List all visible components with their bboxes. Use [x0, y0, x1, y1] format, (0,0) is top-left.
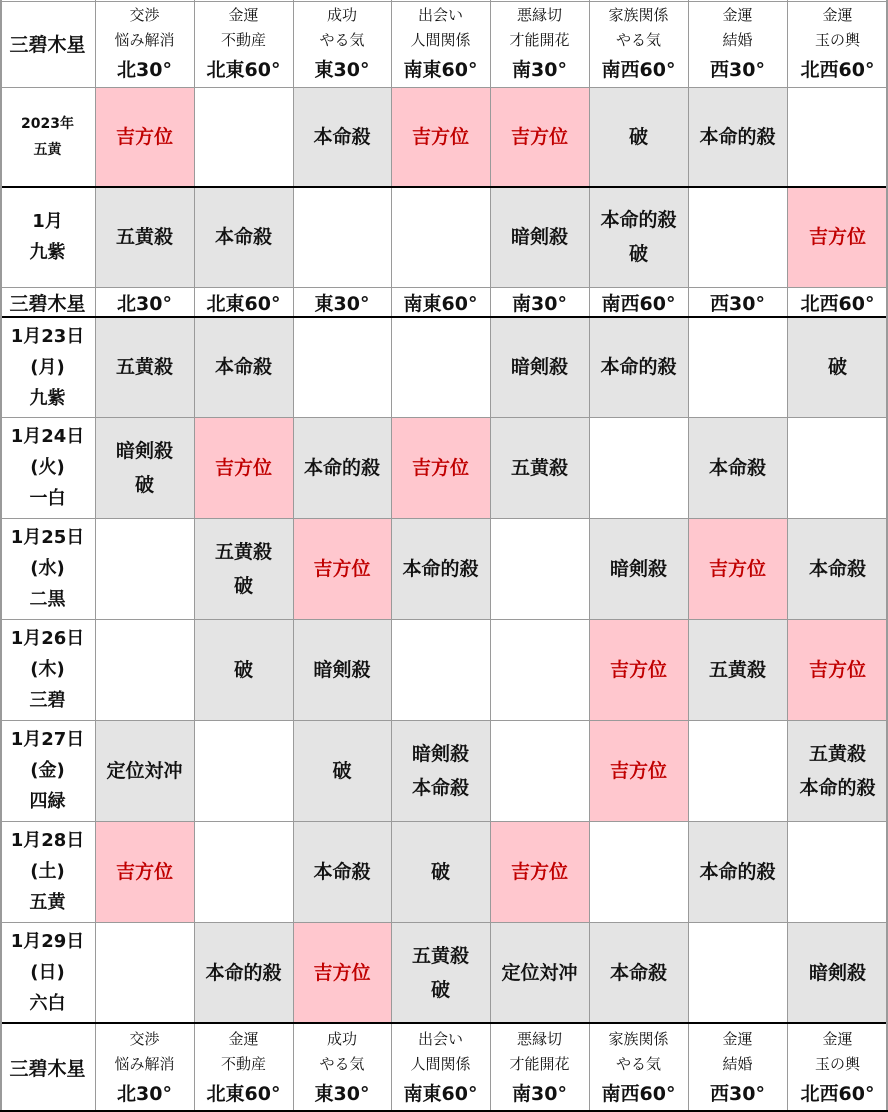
direction-angle: 南東60°: [403, 1082, 478, 1105]
direction-theme: 不動産: [220, 30, 266, 49]
date-label: [0, 922, 95, 1023]
direction-theme: やる気: [319, 30, 365, 49]
row-label-line: 1月24日: [10, 426, 85, 447]
direction-status-cell: [589, 87, 688, 187]
unlucky-direction-text: 本命殺: [708, 456, 766, 479]
direction-status-cell: [194, 922, 293, 1023]
direction-status-cell: [589, 417, 688, 518]
unlucky-direction-text: 本命的殺: [205, 961, 282, 984]
direction-theme: 玉の輿: [814, 30, 860, 49]
grid-line: [0, 316, 888, 318]
grid-line: [0, 87, 888, 88]
direction-header-top: [194, 0, 293, 87]
direction-status-cell: [688, 922, 787, 1023]
direction-status-cell: [391, 417, 490, 518]
direction-status-cell: [589, 821, 688, 922]
star-name-bottom: [0, 1023, 95, 1112]
unlucky-direction-text: 暗剣殺: [510, 356, 568, 378]
grid-line: [0, 186, 888, 188]
direction-strip-cell: [589, 287, 688, 317]
direction-header-bottom: [293, 1023, 391, 1112]
direction-status-cell: [391, 87, 490, 187]
direction-status-cell: [589, 720, 688, 821]
direction-theme: やる気: [615, 1054, 661, 1073]
unlucky-direction-text: 本命殺: [313, 126, 371, 148]
unlucky-direction-text: 五黄殺: [808, 742, 866, 765]
unlucky-direction-text: 五黄殺: [115, 226, 173, 248]
star-name-top: [0, 0, 95, 87]
direction-status-cell: [194, 619, 293, 720]
direction-angle: 西30°: [710, 1082, 765, 1105]
direction-status-cell: [688, 518, 787, 619]
lucky-direction-text: 吉方位: [115, 860, 173, 883]
grid-line: [490, 0, 491, 1112]
row-label-line: 五黄: [29, 892, 66, 913]
direction-strip-cell: [787, 287, 888, 317]
direction-theme: 家族関係: [608, 5, 669, 24]
unlucky-direction-text: 暗剣殺: [510, 226, 568, 248]
direction-theme: 家族関係: [608, 1029, 669, 1048]
direction-status-cell: [293, 187, 391, 287]
row-label-line: 六白: [29, 993, 66, 1014]
direction-angle: 北西60°: [800, 1082, 875, 1105]
unlucky-direction-text: 暗剣殺: [411, 742, 469, 765]
unlucky-direction-text: 定位対冲: [501, 961, 578, 984]
grid-line: [787, 0, 788, 1112]
direction-status-cell: [688, 619, 787, 720]
direction-status-cell: [787, 922, 888, 1023]
direction-angle: 南30°: [512, 1082, 567, 1105]
row-label-line: (木): [30, 659, 65, 680]
direction-theme: 人間関係: [410, 1054, 471, 1073]
direction-theme: 玉の輿: [814, 1054, 860, 1073]
row-label-line: 九紫: [29, 242, 66, 263]
direction-angle: 南西60°: [601, 58, 676, 81]
unlucky-direction-text: 破: [430, 860, 450, 883]
lucky-direction-text: 吉方位: [609, 658, 667, 681]
direction-status-cell: [688, 87, 787, 187]
row-label-line: 二黒: [29, 589, 66, 610]
row-label-line: (火): [30, 457, 65, 478]
direction-status-cell: [95, 87, 194, 187]
direction-status-cell: [787, 821, 888, 922]
direction-status-cell: [787, 417, 888, 518]
direction-theme: 成功: [326, 5, 357, 24]
lucky-direction-text: 吉方位: [609, 759, 667, 782]
direction-theme: 金運: [228, 5, 259, 24]
direction-status-cell: [95, 187, 194, 287]
direction-strip-cell: [95, 287, 194, 317]
grid-line: [0, 1, 888, 2]
direction-theme: 結婚: [722, 1054, 753, 1073]
date-label: [0, 720, 95, 821]
star-name-strip: [0, 287, 95, 317]
unlucky-direction-text: 暗剣殺: [115, 439, 173, 462]
direction-status-cell: [293, 619, 391, 720]
direction-status-cell: [293, 821, 391, 922]
unlucky-direction-text: 本命的殺: [600, 209, 677, 231]
star-name-label: 三碧木星: [9, 1058, 86, 1080]
direction-status-cell: [391, 922, 490, 1023]
direction-header-bottom: [688, 1023, 787, 1112]
lucky-direction-text: 吉方位: [313, 557, 371, 580]
direction-theme: 金運: [228, 1029, 259, 1048]
direction-theme: 才能開花: [509, 30, 570, 49]
unlucky-direction-text: 定位対冲: [106, 759, 183, 782]
direction-angle: 南東60°: [403, 292, 478, 315]
direction-angle: 南西60°: [601, 292, 676, 315]
direction-status-cell: [787, 87, 888, 187]
direction-theme: 人間関係: [410, 30, 471, 49]
direction-header-top: [490, 0, 589, 87]
unlucky-direction-text: 五黄殺: [510, 456, 568, 479]
direction-header-top: [293, 0, 391, 87]
direction-status-cell: [95, 619, 194, 720]
direction-theme: やる気: [319, 1054, 365, 1073]
direction-angle: 北30°: [117, 292, 172, 315]
star-name-label: 三碧木星: [9, 34, 86, 56]
lucky-direction-text: 吉方位: [808, 658, 866, 681]
direction-theme: 成功: [326, 1029, 357, 1048]
lucky-direction-text: 吉方位: [115, 126, 173, 148]
unlucky-direction-text: 暗剣殺: [808, 961, 866, 984]
unlucky-direction-text: 破: [134, 473, 154, 496]
direction-strip-cell: [490, 287, 589, 317]
direction-angle: 北30°: [117, 1082, 172, 1105]
direction-angle: 北東60°: [206, 58, 281, 81]
direction-status-cell: [688, 821, 787, 922]
unlucky-direction-text: 本命殺: [411, 776, 469, 799]
direction-header-bottom: [391, 1023, 490, 1112]
star-name-label: 三碧木星: [9, 292, 86, 315]
unlucky-direction-text: 破: [233, 658, 253, 681]
direction-angle: 南30°: [512, 292, 567, 315]
unlucky-direction-text: 五黄殺: [708, 658, 766, 681]
lucky-direction-text: 吉方位: [313, 961, 371, 984]
lucky-direction-text: 吉方位: [708, 557, 766, 580]
unlucky-direction-text: 破: [827, 356, 847, 378]
row-label-line: 1月29日: [10, 931, 85, 952]
grid-line: [0, 1022, 888, 1024]
grid-line: [0, 922, 888, 923]
direction-theme: 才能開花: [509, 1054, 570, 1073]
direction-header-bottom: [490, 1023, 589, 1112]
direction-strip-cell: [391, 287, 490, 317]
direction-header-top: [391, 0, 490, 87]
row-label-line: 一白: [29, 488, 66, 509]
direction-theme: 金運: [722, 5, 753, 24]
direction-angle: 西30°: [710, 292, 765, 315]
direction-status-cell: [787, 317, 888, 417]
direction-status-cell: [490, 619, 589, 720]
date-label: [0, 518, 95, 619]
lucky-direction-text: 吉方位: [808, 226, 866, 248]
row-label-line: (日): [30, 962, 65, 983]
direction-angle: 北西60°: [800, 292, 875, 315]
grid-line: [293, 0, 294, 1112]
unlucky-direction-text: 五黄殺: [115, 356, 173, 378]
month-label: [0, 187, 95, 287]
direction-header-bottom: [787, 1023, 888, 1112]
direction-angle: 南西60°: [601, 1082, 676, 1105]
grid-line: [589, 0, 590, 1112]
direction-angle: 東30°: [314, 58, 370, 81]
unlucky-direction-text: 五黄殺: [214, 540, 272, 563]
direction-status-cell: [391, 720, 490, 821]
direction-status-cell: [391, 619, 490, 720]
direction-status-cell: [787, 720, 888, 821]
direction-header-bottom: [194, 1023, 293, 1112]
unlucky-direction-text: 本命殺: [313, 860, 371, 883]
unlucky-direction-text: 本命的殺: [600, 356, 677, 378]
direction-status-cell: [95, 317, 194, 417]
direction-status-cell: [194, 187, 293, 287]
direction-status-cell: [194, 720, 293, 821]
direction-theme: 結婚: [722, 30, 753, 49]
direction-status-cell: [787, 518, 888, 619]
lucky-direction-text: 吉方位: [510, 126, 568, 148]
grid-line: [0, 821, 888, 822]
direction-theme: 金運: [822, 5, 853, 24]
row-label-line: 九紫: [29, 387, 66, 409]
direction-header-top: [589, 0, 688, 87]
direction-status-cell: [787, 619, 888, 720]
grid-line: [391, 0, 392, 1112]
direction-status-cell: [95, 720, 194, 821]
row-label-line: (月): [30, 356, 65, 378]
year-label: [0, 87, 95, 187]
date-label: [0, 619, 95, 720]
direction-status-cell: [391, 317, 490, 417]
direction-status-cell: [589, 317, 688, 417]
unlucky-direction-text: 暗剣殺: [609, 557, 667, 580]
direction-status-cell: [589, 619, 688, 720]
direction-theme: 悩み解消: [114, 30, 175, 49]
unlucky-direction-text: 本命的殺: [402, 557, 479, 580]
direction-status-cell: [490, 317, 589, 417]
direction-status-cell: [95, 417, 194, 518]
unlucky-direction-text: 破: [332, 759, 352, 782]
unlucky-direction-text: 破: [628, 126, 648, 148]
unlucky-direction-text: 本命殺: [808, 557, 866, 580]
grid-line: [688, 0, 689, 1112]
direction-strip-cell: [293, 287, 391, 317]
direction-status-cell: [391, 821, 490, 922]
unlucky-direction-text: 五黄殺: [411, 944, 469, 967]
direction-status-cell: [688, 187, 787, 287]
direction-angle: 東30°: [314, 1082, 370, 1105]
direction-status-cell: [194, 821, 293, 922]
grid-line: [0, 518, 888, 519]
row-label-line: 1月: [32, 211, 63, 232]
lucky-direction-text: 吉方位: [411, 456, 469, 479]
direction-theme: 金運: [822, 1029, 853, 1048]
direction-status-cell: [293, 317, 391, 417]
direction-strip-cell: [688, 287, 787, 317]
direction-status-cell: [293, 417, 391, 518]
direction-angle: 北西60°: [800, 58, 875, 81]
direction-header-bottom: [95, 1023, 194, 1112]
direction-status-cell: [194, 87, 293, 187]
direction-angle: 西30°: [710, 58, 765, 81]
direction-angle: 北東60°: [206, 1082, 281, 1105]
direction-status-cell: [95, 821, 194, 922]
unlucky-direction-text: 本命的殺: [699, 860, 776, 883]
direction-theme: 出会い: [417, 1029, 463, 1048]
direction-status-cell: [490, 720, 589, 821]
date-label: [0, 821, 95, 922]
grid-line: [95, 0, 96, 1112]
unlucky-direction-text: 暗剣殺: [313, 658, 371, 681]
direction-theme: 交渉: [129, 1029, 160, 1048]
direction-theme: やる気: [615, 30, 661, 49]
lucky-direction-text: 吉方位: [411, 126, 469, 148]
grid-line: [0, 287, 888, 288]
unlucky-direction-text: 破: [233, 574, 253, 597]
date-label: [0, 317, 95, 417]
direction-status-cell: [490, 518, 589, 619]
direction-status-cell: [490, 821, 589, 922]
direction-status-cell: [688, 720, 787, 821]
direction-status-cell: [293, 518, 391, 619]
date-label: [0, 417, 95, 518]
direction-status-cell: [688, 417, 787, 518]
row-label-line: 1月26日: [10, 628, 85, 649]
unlucky-direction-text: 破: [430, 978, 450, 1001]
direction-strip-cell: [194, 287, 293, 317]
row-label-line: 1月23日: [10, 325, 85, 347]
row-label-line: 1月28日: [10, 830, 85, 851]
row-label-line: (金): [30, 760, 65, 781]
direction-status-cell: [490, 87, 589, 187]
direction-status-cell: [391, 518, 490, 619]
direction-theme: 出会い: [417, 5, 463, 24]
lucky-direction-text: 吉方位: [214, 456, 272, 479]
row-label-line: 1月27日: [10, 729, 85, 750]
direction-status-cell: [293, 720, 391, 821]
unlucky-direction-text: 本命殺: [214, 356, 272, 378]
direction-header-bottom: [589, 1023, 688, 1112]
lucky-direction-text: 吉方位: [510, 860, 568, 883]
direction-status-cell: [589, 518, 688, 619]
direction-status-cell: [490, 922, 589, 1023]
direction-status-cell: [293, 922, 391, 1023]
unlucky-direction-text: 本命的殺: [303, 456, 380, 479]
direction-status-cell: [95, 922, 194, 1023]
direction-header-top: [95, 0, 194, 87]
direction-angle: 北30°: [117, 58, 172, 81]
grid-line: [0, 619, 888, 620]
direction-status-cell: [95, 518, 194, 619]
grid-line: [0, 720, 888, 721]
row-label-line: 三碧: [29, 690, 66, 711]
grid-line: [0, 0, 2, 1112]
direction-theme: 悩み解消: [114, 1054, 175, 1073]
direction-angle: 南東60°: [403, 58, 478, 81]
grid-line: [194, 0, 195, 1112]
row-label-line: (土): [30, 861, 65, 882]
direction-status-cell: [787, 187, 888, 287]
unlucky-direction-text: 本命的殺: [799, 776, 876, 799]
direction-angle: 東30°: [314, 292, 370, 315]
direction-status-cell: [490, 187, 589, 287]
row-label-line: (水): [30, 558, 65, 579]
grid-line: [0, 417, 888, 418]
direction-theme: 悪縁切: [516, 1029, 562, 1048]
direction-angle: 南30°: [512, 58, 567, 81]
unlucky-direction-text: 本命的殺: [699, 126, 776, 148]
direction-status-cell: [589, 922, 688, 1023]
direction-status-cell: [194, 317, 293, 417]
direction-angle: 北東60°: [206, 292, 281, 315]
unlucky-direction-text: 本命殺: [214, 226, 272, 248]
direction-theme: 交渉: [129, 5, 160, 24]
direction-status-cell: [194, 417, 293, 518]
row-label-line: 1月25日: [10, 527, 85, 548]
direction-status-cell: [293, 87, 391, 187]
direction-status-cell: [490, 417, 589, 518]
row-label-line: 2023年: [21, 116, 74, 132]
direction-theme: 悪縁切: [516, 5, 562, 24]
direction-theme: 金運: [722, 1029, 753, 1048]
direction-theme: 不動産: [220, 1054, 266, 1073]
direction-status-cell: [688, 317, 787, 417]
unlucky-direction-text: 破: [628, 243, 648, 265]
direction-status-cell: [194, 518, 293, 619]
row-label-line: 五黄: [33, 142, 62, 158]
direction-status-cell: [391, 187, 490, 287]
direction-header-top: [688, 0, 787, 87]
row-label-line: 四緑: [29, 791, 66, 812]
direction-status-cell: [589, 187, 688, 287]
unlucky-direction-text: 本命殺: [609, 961, 667, 984]
direction-header-top: [787, 0, 888, 87]
